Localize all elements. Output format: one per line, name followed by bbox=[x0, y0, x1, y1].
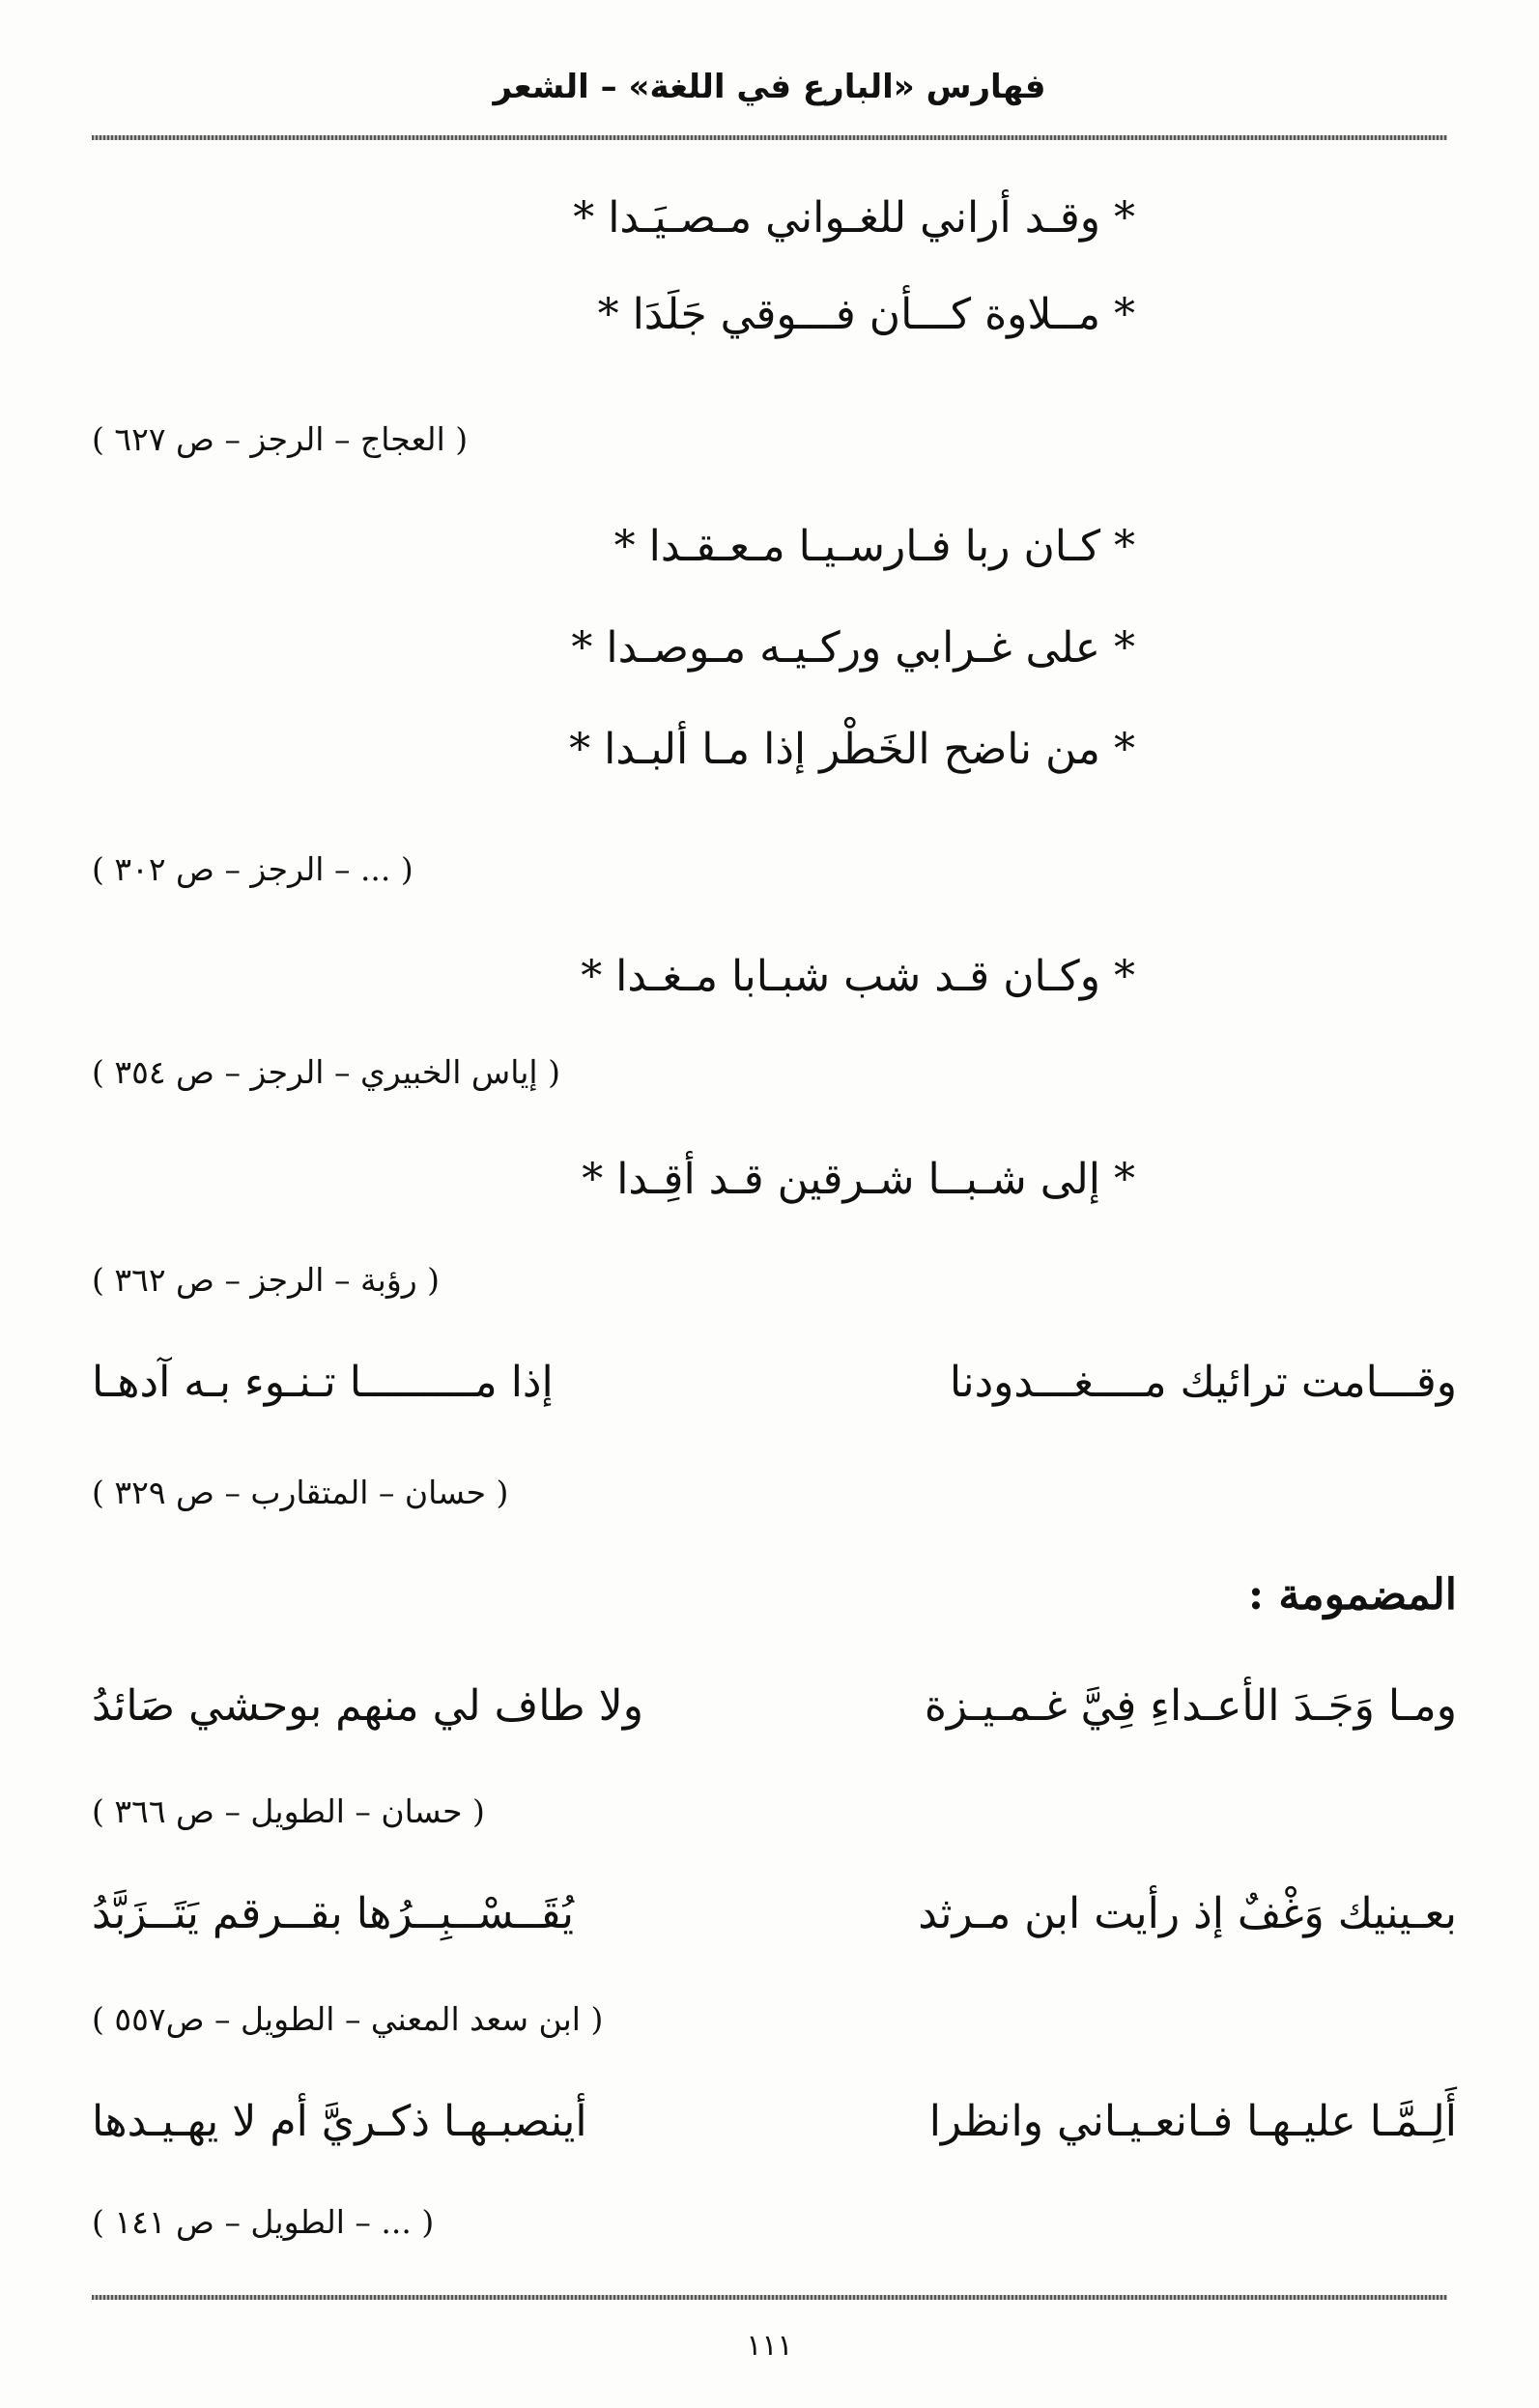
citation: ( إياس الخبيري – الرجز – ص ٣٥٤ ) bbox=[92, 1053, 560, 1091]
verse-line: * كـان ربا فـارسـيـا مـعـقـدا * bbox=[613, 522, 1135, 571]
verse-first-hemistich: وقـــامت ترائيك مــــغـــدودنا bbox=[949, 1358, 1457, 1407]
citation: ( ابن سعد المعني – الطويل – ص٥٥٧ ) bbox=[92, 2000, 604, 2038]
verse-line: * إلى شـبــا شـرقين قـد أقِـدا * bbox=[582, 1155, 1135, 1204]
verse-line: * وقـد أراني للغـواني مـصـيَـدا * bbox=[573, 193, 1135, 243]
verse-first-hemistich: ومـا وَجَـدَ الأعـداءِ فِيَّ غـمـيـزة bbox=[924, 1681, 1457, 1731]
citation: ( رؤبة – الرجز – ص ٣٦٢ ) bbox=[92, 1261, 441, 1299]
verse-line: * وكـان قـد شب شبـابا مـغـدا * bbox=[581, 952, 1135, 1001]
footer-rule bbox=[92, 2295, 1447, 2300]
header-rule bbox=[92, 135, 1447, 140]
verse-second-hemistich: إذا مـــــــــا تـنـوء بـه آدهـا bbox=[92, 1358, 554, 1407]
citation: ( العجاج – الرجز – ص ٦٢٧ ) bbox=[92, 420, 469, 458]
section-heading: المضمومة : bbox=[1247, 1570, 1457, 1620]
verse-line: * مــلاوة كـــأن فـــوقي جَلَدَا * bbox=[597, 290, 1135, 339]
verse-first-hemistich: أَلِـمَّـا عليـهـا فـانعـيـاني وانظرا bbox=[928, 2097, 1457, 2146]
verse-second-hemistich: يُقَــسْــبِــرُها بقــرقم يَتَــزَبَّدُ bbox=[92, 1889, 575, 1938]
running-header: فهارس «البارع في اللغة» – الشعر bbox=[493, 68, 1046, 106]
verse-second-hemistich: أينصبـهـا ذكـريَّ أم لا يهـيـدها bbox=[92, 2097, 587, 2146]
verse-line: * على غـرابي وركـيـه مـوصـدا * bbox=[571, 623, 1135, 673]
citation: ( حسان – الطويل – ص ٣٦٦ ) bbox=[92, 1792, 485, 1830]
citation: ( ... – الطويل – ص ١٤١ ) bbox=[92, 2203, 435, 2241]
verse-line: * من ناضح الخَطْر إذا مـا ألبـدا * bbox=[569, 725, 1135, 774]
verse-first-hemistich: بعـينيك وَغْفٌ إذ رأيت ابن مـرثد bbox=[918, 1889, 1457, 1938]
page-number: ١١١ bbox=[746, 2329, 793, 2363]
citation: ( ... – الرجز – ص ٣٠٢ ) bbox=[92, 850, 413, 888]
verse-second-hemistich: ولا طاف لي منهم بوحشي صَائدُ bbox=[92, 1681, 644, 1731]
citation: ( حسان – المتقارب – ص ٣٢٩ ) bbox=[92, 1474, 509, 1511]
